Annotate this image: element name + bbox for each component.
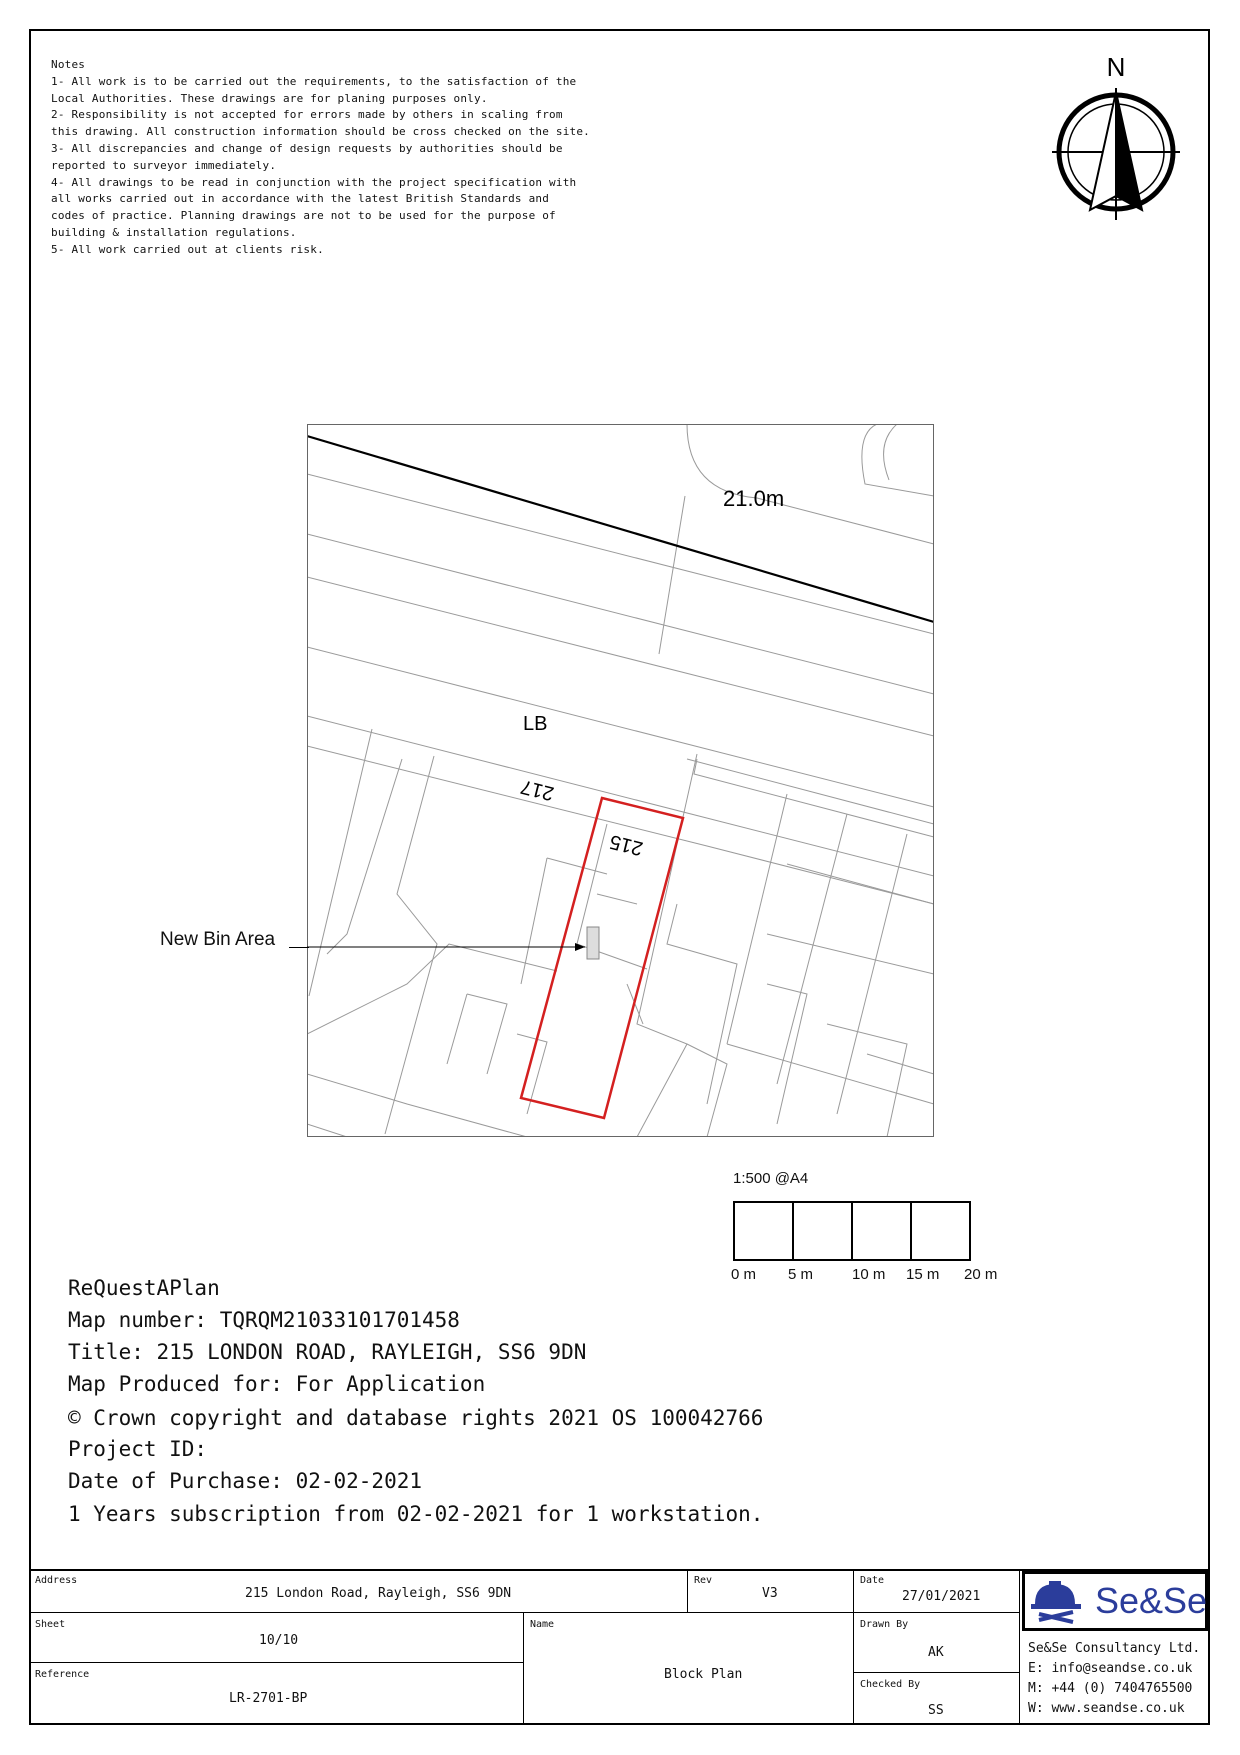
provider-name: ReQuestAPlan <box>68 1276 220 1300</box>
notes-heading: Notes <box>51 58 86 71</box>
copyright: © Crown copyright and database rights 2021 OS 100042766 <box>68 1406 764 1430</box>
subscription: 1 Years subscription from 02-02-2021 for 1 workstation. <box>68 1502 764 1526</box>
scale-label: 5 m <box>788 1266 814 1283</box>
address-value: 215 London Road, Rayleigh, SS6 9DN <box>245 1586 512 1601</box>
sheet-caption: Sheet <box>35 1619 66 1630</box>
company-logo <box>1022 1571 1208 1631</box>
house-number-215: 215 <box>607 830 646 860</box>
note-line: 2- Responsibility is not accepted for errors made by others in scaling from <box>51 108 563 122</box>
date-value: 27/01/2021 <box>902 1589 981 1604</box>
checked-by-value: SS <box>928 1703 944 1718</box>
scale-label: 10 m <box>852 1266 886 1283</box>
note-line: reported to surveyor immediately. <box>51 158 277 172</box>
company-email: E: info@seandse.co.uk <box>1028 1661 1193 1676</box>
north-label: N <box>1106 52 1126 82</box>
rev-caption: Rev <box>694 1575 713 1586</box>
note-line: codes of practice. Planning drawings are not to be used for the purpose of <box>51 209 556 223</box>
scale-bar <box>733 1201 971 1261</box>
note-line: 1- All work is to be carried out the requirements, to the satisfaction of the <box>51 74 577 88</box>
company-name: Se&Se Consultancy Ltd. <box>1028 1641 1201 1656</box>
note-line: building & installation regulations. <box>51 225 297 239</box>
address-cell <box>29 1569 688 1613</box>
note-line: this drawing. All construction information should be cross checked on the site. <box>51 125 590 139</box>
hard-hat-icon <box>1029 1580 1085 1626</box>
reference-value: LR-2701-BP <box>229 1691 308 1706</box>
logo-text: Se&Se <box>1095 1580 1208 1621</box>
bin-icon <box>587 927 599 959</box>
reference-caption: Reference <box>35 1669 90 1680</box>
sheet-cell <box>29 1613 524 1663</box>
date-of-purchase: Date of Purchase: 02-02-2021 <box>68 1469 423 1493</box>
produced-for: Map Produced for: For Application <box>68 1372 486 1396</box>
reference-cell <box>29 1663 524 1725</box>
company-phone: M: +44 (0) 7404765500 <box>1028 1681 1193 1696</box>
rev-cell <box>688 1569 854 1613</box>
name-caption: Name <box>530 1619 555 1630</box>
scale-label: 0 m <box>731 1266 757 1283</box>
project-id: Project ID: <box>68 1437 208 1461</box>
north-arrow-icon <box>1048 48 1184 224</box>
sheet-value: 10/10 <box>259 1633 299 1648</box>
name-value: Block Plan <box>664 1667 743 1682</box>
note-line: 5- All work carried out at clients risk. <box>51 242 324 256</box>
note-line: 4- All drawings to be read in conjunction with the project specification with <box>51 175 577 189</box>
lb-label: LB <box>523 713 548 735</box>
scale-label: 15 m <box>906 1266 940 1283</box>
address-caption: Address <box>35 1575 78 1586</box>
note-line: Local Authorities. These drawings are for planing purposes only. <box>51 91 488 105</box>
notes-block <box>51 57 590 259</box>
date-cell <box>854 1569 1020 1613</box>
new-bin-area-label: New Bin Area <box>160 929 276 950</box>
house-number-217: 217 <box>518 775 557 805</box>
scale-title: 1:500 @A4 <box>733 1170 809 1187</box>
company-web: W: www.seandse.co.uk <box>1028 1701 1185 1716</box>
callout-leader <box>289 947 309 948</box>
checked-by-caption: Checked By <box>860 1679 921 1690</box>
checked-by-cell <box>854 1673 1020 1725</box>
drawn-by-value: AK <box>928 1645 944 1660</box>
rev-value: V3 <box>762 1586 778 1601</box>
drawn-by-cell <box>854 1613 1020 1673</box>
map-number: Map number: TQRQM21033101701458 <box>68 1308 460 1332</box>
name-cell <box>524 1613 854 1725</box>
map-title: Title: 215 LONDON ROAD, RAYLEIGH, SS6 9DN <box>68 1340 587 1364</box>
note-line: all works carried out in accordance with the latest British Standards and <box>51 192 550 206</box>
block-plan-map <box>307 424 934 1137</box>
spot-height-label: 21.0m <box>723 486 785 511</box>
date-caption: Date <box>860 1575 885 1586</box>
note-line: 3- All discrepancies and change of design requests by authorities should be <box>51 141 563 155</box>
scale-label: 20 m <box>964 1266 998 1283</box>
drawn-by-caption: Drawn By <box>860 1619 909 1630</box>
